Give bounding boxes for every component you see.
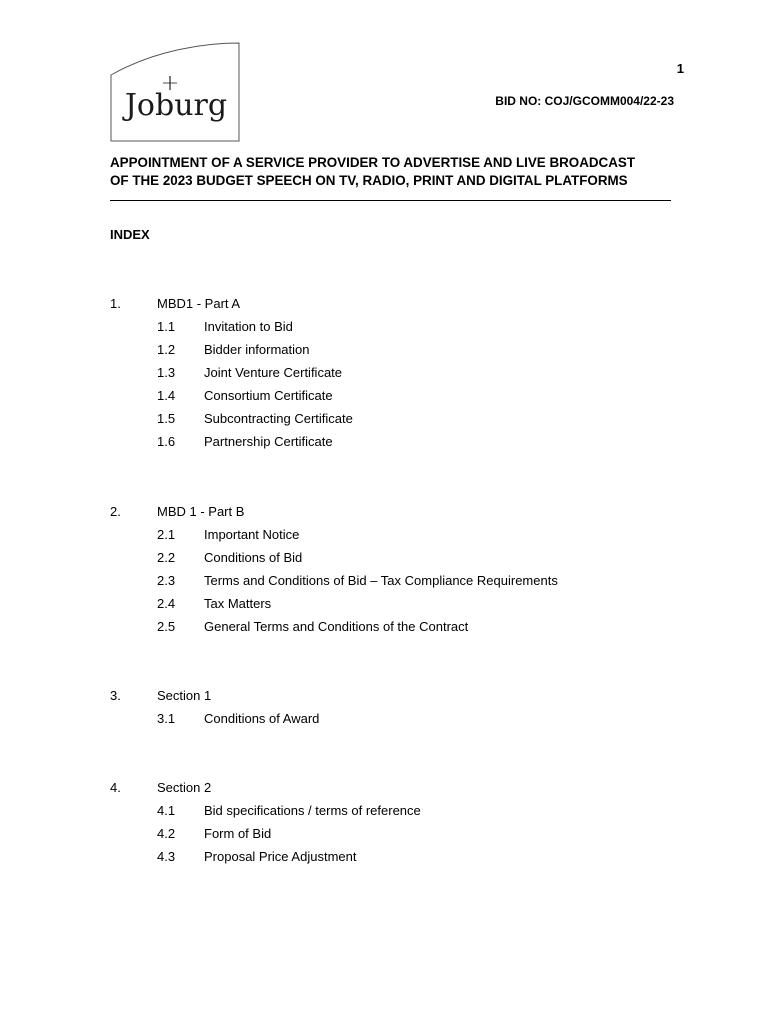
item-title: General Terms and Conditions of the Contract: [204, 619, 469, 634]
item-title: Tax Matters: [204, 596, 272, 611]
item-title: Consortium Certificate: [204, 388, 333, 403]
index-item: [110, 410, 710, 433]
index-heading: INDEX: [110, 227, 150, 242]
item-number: 2.4: [157, 596, 176, 611]
document-title-line-1: APPOINTMENT OF A SERVICE PROVIDER TO ADVERTISE AND LIVE BROADCAST: [110, 155, 636, 170]
section-heading: [110, 503, 710, 526]
title-underline-rule: [110, 200, 671, 201]
item-title: Form of Bid: [204, 826, 272, 841]
item-number: 4.1: [157, 803, 176, 818]
section-number: 2.: [110, 504, 121, 519]
index-section: [110, 779, 710, 871]
item-title: Conditions of Award: [204, 711, 320, 726]
section-title: Section 1: [157, 688, 212, 703]
item-title: Terms and Conditions of Bid – Tax Compliance Requirements: [204, 573, 558, 588]
item-number: 2.5: [157, 619, 176, 634]
index-item: [110, 825, 710, 848]
item-title: Proposal Price Adjustment: [204, 849, 357, 864]
index-item: [110, 710, 710, 733]
index-section: [110, 687, 710, 733]
item-number: 1.4: [157, 388, 176, 403]
item-number: 1.6: [157, 434, 176, 449]
item-title: Subcontracting Certificate: [204, 411, 353, 426]
index-item: [110, 802, 710, 825]
item-number: 2.2: [157, 550, 176, 565]
item-number: 2.1: [157, 527, 176, 542]
index-item: [110, 318, 710, 341]
svg-text:Joburg: Joburg: [124, 88, 228, 123]
bid-number: BID NO: COJ/GCOMM004/22-23: [495, 94, 674, 108]
item-number: 3.1: [157, 711, 176, 726]
section-heading: [110, 687, 710, 710]
item-number: 1.5: [157, 411, 176, 426]
item-number: 2.3: [157, 573, 176, 588]
page-number: 1: [676, 61, 684, 76]
index-item: [110, 526, 710, 549]
index-item: [110, 341, 710, 364]
index-item: [110, 549, 710, 572]
section-heading: [110, 779, 710, 802]
item-number: 1.1: [157, 319, 176, 334]
index-section: [110, 503, 710, 641]
section-number: 1.: [110, 296, 121, 311]
index-item: [110, 618, 710, 641]
document-title: [110, 154, 690, 190]
index-item: [110, 595, 710, 618]
index-item: [110, 433, 710, 456]
index-item: [110, 848, 710, 871]
item-title: Bid specifications / terms of reference: [204, 803, 421, 818]
item-number: 4.2: [157, 826, 176, 841]
index-item: [110, 387, 710, 410]
item-number: 1.3: [157, 365, 176, 380]
item-title: Joint Venture Certificate: [204, 365, 343, 380]
section-heading: [110, 295, 710, 318]
index-item: [110, 364, 710, 387]
item-title: Important Notice: [204, 527, 300, 542]
section-title: Section 2: [157, 780, 212, 795]
section-number: 3.: [110, 688, 121, 703]
index-item: [110, 572, 710, 595]
item-title: Partnership Certificate: [204, 434, 333, 449]
item-number: 4.3: [157, 849, 176, 864]
item-number: 1.2: [157, 342, 176, 357]
section-number: 4.: [110, 780, 121, 795]
item-title: Invitation to Bid: [204, 319, 293, 334]
item-title: Conditions of Bid: [204, 550, 303, 565]
section-title: MBD 1 - Part B: [157, 504, 245, 519]
item-title: Bidder information: [204, 342, 310, 357]
joburg-logo: [110, 42, 242, 142]
section-title: MBD1 - Part A: [157, 296, 241, 311]
index-section: [110, 295, 710, 456]
document-title-line-2: OF THE 2023 BUDGET SPEECH ON TV, RADIO, PRINT AND DIGITAL PLATFORMS: [110, 173, 628, 188]
